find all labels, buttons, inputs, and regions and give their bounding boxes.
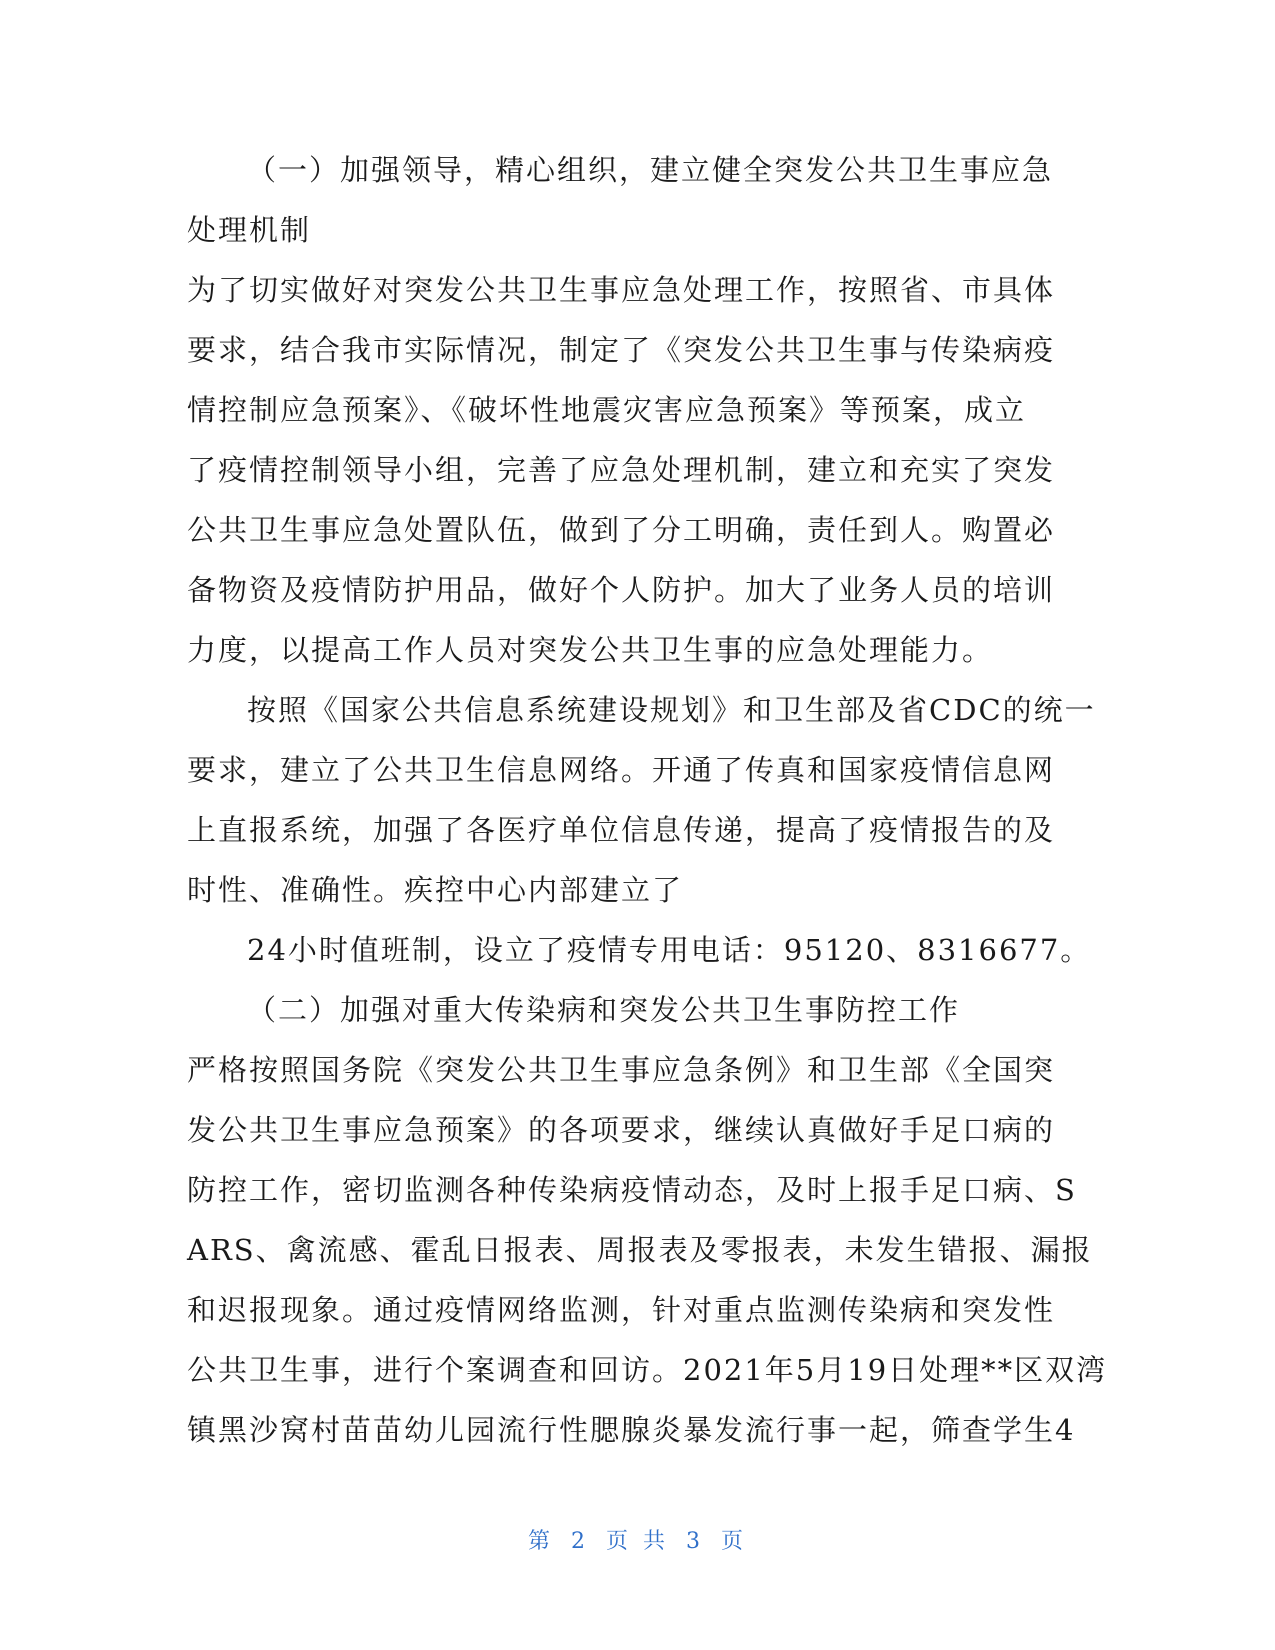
paragraph-line: 情控制应急预案》、《破坏性地震灾害应急预案》等预案，成立 [187,393,1027,427]
section-heading-2: （二）加强对重大传染病和突发公共卫生事防控工作 [247,993,961,1027]
paragraph-line: 防控工作，密切监测各种传染病疫情动态，及时上报手足口病、S [187,1173,1077,1207]
page-label-post: 页 [721,1529,748,1554]
paragraph-line: 按照《国家公共信息系统建设规划》和卫生部及省CDC的统一 [247,693,1096,727]
paragraph-line: 镇黑沙窝村苗苗幼儿园流行性腮腺炎暴发流行事一起，筛查学生4 [187,1413,1076,1447]
paragraph-line: 要求，建立了公共卫生信息网络。开通了传真和国家疫情信息网 [187,753,1056,787]
section-heading-1: （一）加强领导，精心组织，建立健全突发公共卫生事应急 [247,153,1054,187]
paragraph-line: 24小时值班制，设立了疫情专用电话：95120、8316677。 [247,933,1092,967]
paragraph-line: 了疫情控制领导小组，完善了应急处理机制，建立和充实了突发 [187,453,1056,487]
paragraph-line: ARS、禽流感、霍乱日报表、周报表及零报表，未发生错报、漏报 [187,1233,1093,1267]
paragraph-line: 要求，结合我市实际情况，制定了《突发公共卫生事与传染病疫 [187,333,1056,367]
page-footer [0,1524,1275,1555]
paragraph-line: 公共卫生事，进行个案调查和回访。2021年5月19日处理**区双湾 [187,1353,1108,1387]
paragraph-line: 公共卫生事应急处置队伍，做到了分工明确，责任到人。购置必 [187,513,1056,547]
paragraph-line: 和迟报现象。通过疫情网络监测，针对重点监测传染病和突发性 [187,1293,1056,1327]
page-label-mid: 页 共 [606,1529,669,1554]
paragraph-line: 力度，以提高工作人员对突发公共卫生事的应急处理能力。 [187,633,994,667]
page-label-pre: 第 [527,1529,554,1554]
paragraph-line: 上直报系统，加强了各医疗单位信息传递，提高了疫情报告的及 [187,813,1056,847]
section-heading-1-cont: 处理机制 [187,213,312,247]
paragraph-line: 时性、准确性。疾控中心内部建立了 [187,873,684,907]
paragraph-line: 备物资及疫情防护用品，做好个人防护。加大了业务人员的培训 [187,573,1056,607]
paragraph-line: 为了切实做好对突发公共卫生事应急处理工作，按照省、市具体 [187,273,1056,307]
document-body [187,140,1108,1460]
page-current-number: 2 [571,1529,589,1554]
paragraph-line: 严格按照国务院《突发公共卫生事应急条例》和卫生部《全国突 [187,1053,1056,1087]
paragraph-line: 发公共卫生事应急预案》的各项要求，继续认真做好手足口病的 [187,1113,1056,1147]
page-total-number: 3 [686,1529,704,1554]
